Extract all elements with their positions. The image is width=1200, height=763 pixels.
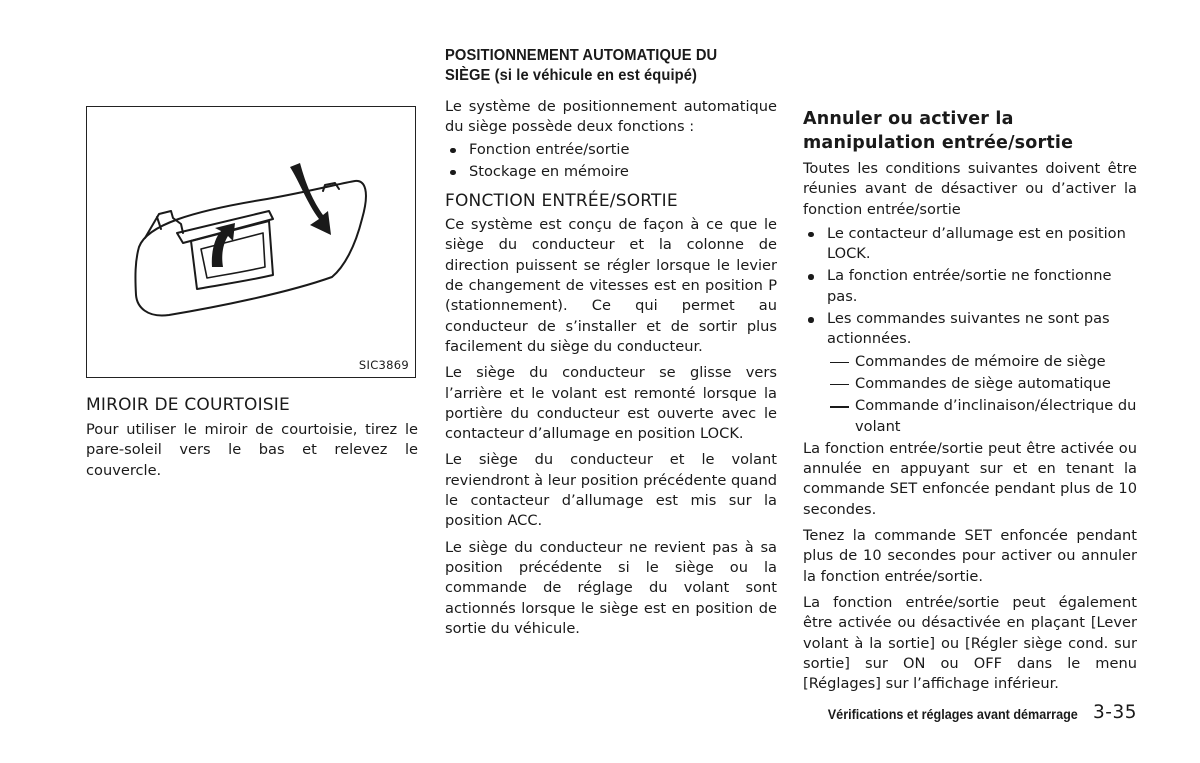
visor-body <box>135 181 366 316</box>
cancel-activate-block <box>803 107 1137 694</box>
paragraph: Tenez la commande SET enfoncée pendant plus de 10 secondes pour activer ou annuler la fonction entrée/sortie. <box>803 527 1137 585</box>
paragraph: Le siège du conducteur se glisse vers l’arrière et le volant est remonté lorsque la portière du conducteur est ouverte avec le contacteur d’allumage en position LOCK. <box>445 364 777 443</box>
sun-visor-illustration <box>87 107 417 379</box>
list-item: Commandes de siège automatique <box>803 374 1137 394</box>
function-list <box>445 140 777 183</box>
conditions-list <box>803 224 1137 350</box>
paragraph: La fonction entrée/sortie peut également être activée ou désactivée en plaçant [Lever volant à la sortie] ou [Régler siège cond. sur sortie] sur ON ou OFF dans le menu [Réglages] sur l’affichage inférieur. <box>803 593 1137 693</box>
paragraph: Ce système est conçu de façon à ce que le siège du conducteur et la colonne de direction puissent se régler lorsque le levier de changement de vitesses est en position P (stationnement). Ce qui permet au conducteur de s’installer et de sortir plus facilement du siège du conducteur. <box>445 216 777 355</box>
list-item: Commande d’inclinaison/électrique du volant <box>803 396 1137 437</box>
page-footer <box>790 702 1140 728</box>
commands-list <box>803 352 1137 437</box>
lift-cover-arrow-icon <box>212 223 235 267</box>
sun-visor-figure <box>86 106 416 378</box>
subheading-cancel-activate: Annuler ou activer la manipulation entrée/sortie <box>803 109 1074 153</box>
section-heading-courtesy-mirror: MIROIR DE COURTOISIE <box>86 395 290 415</box>
footer-section-title: Vérifications et réglages avant démarrage <box>827 706 1078 722</box>
list-item: Le contacteur d’allumage est en position LOCK. <box>803 224 1137 265</box>
paragraph: La fonction entrée/sortie peut être activée ou annulée en appuyant sur et en tenant la commande SET enfoncée pendant plus de 10 secondes. <box>803 439 1137 518</box>
pull-down-arrow-icon <box>290 163 331 235</box>
list-item: La fonction entrée/sortie ne fonctionne pas. <box>803 266 1137 307</box>
section-heading-auto-seat-line1: POSITIONNEMENT AUTOMATIQUE DU <box>445 47 718 64</box>
conditions-intro: Toutes les conditions suivantes doivent être réunies avant de désactiver ou d’activer la fonction entrée/sortie <box>803 160 1137 218</box>
paragraph: Le siège du conducteur et le volant reviendront à leur position précédente quand le contacteur d’allumage est mis sur la position ACC. <box>445 451 777 530</box>
list-item: Commandes de mémoire de siège <box>803 352 1137 372</box>
list-item: Fonction entrée/sortie <box>445 140 777 160</box>
auto-seat-intro: Le système de positionnement automatique du siège possède deux fonctions : <box>445 98 777 136</box>
list-item: Les commandes suivantes ne sont pas actionnées. <box>803 309 1137 350</box>
courtesy-mirror-paragraph: Pour utiliser le miroir de courtoisie, tirez le pare-soleil vers le bas et relevez le couvercle. <box>86 421 418 479</box>
list-item: Stockage en mémoire <box>445 162 777 182</box>
auto-seat-heading-block <box>445 46 777 86</box>
page-number: 3-35 <box>1093 702 1137 723</box>
figure-label: SIC3869 <box>358 358 409 372</box>
paragraph: Le siège du conducteur ne revient pas à sa position précédente si le siège ou la commande de réglage du volant sont actionnés lorsque le siège est en position de sortie du véhicule. <box>445 538 777 637</box>
section-heading-auto-seat-line2: SIÈGE (si le véhicule en est équipé) <box>445 67 698 84</box>
auto-seat-body <box>445 97 777 639</box>
subheading-entry-exit-function: FONCTION ENTRÉE/SORTIE <box>445 191 678 212</box>
